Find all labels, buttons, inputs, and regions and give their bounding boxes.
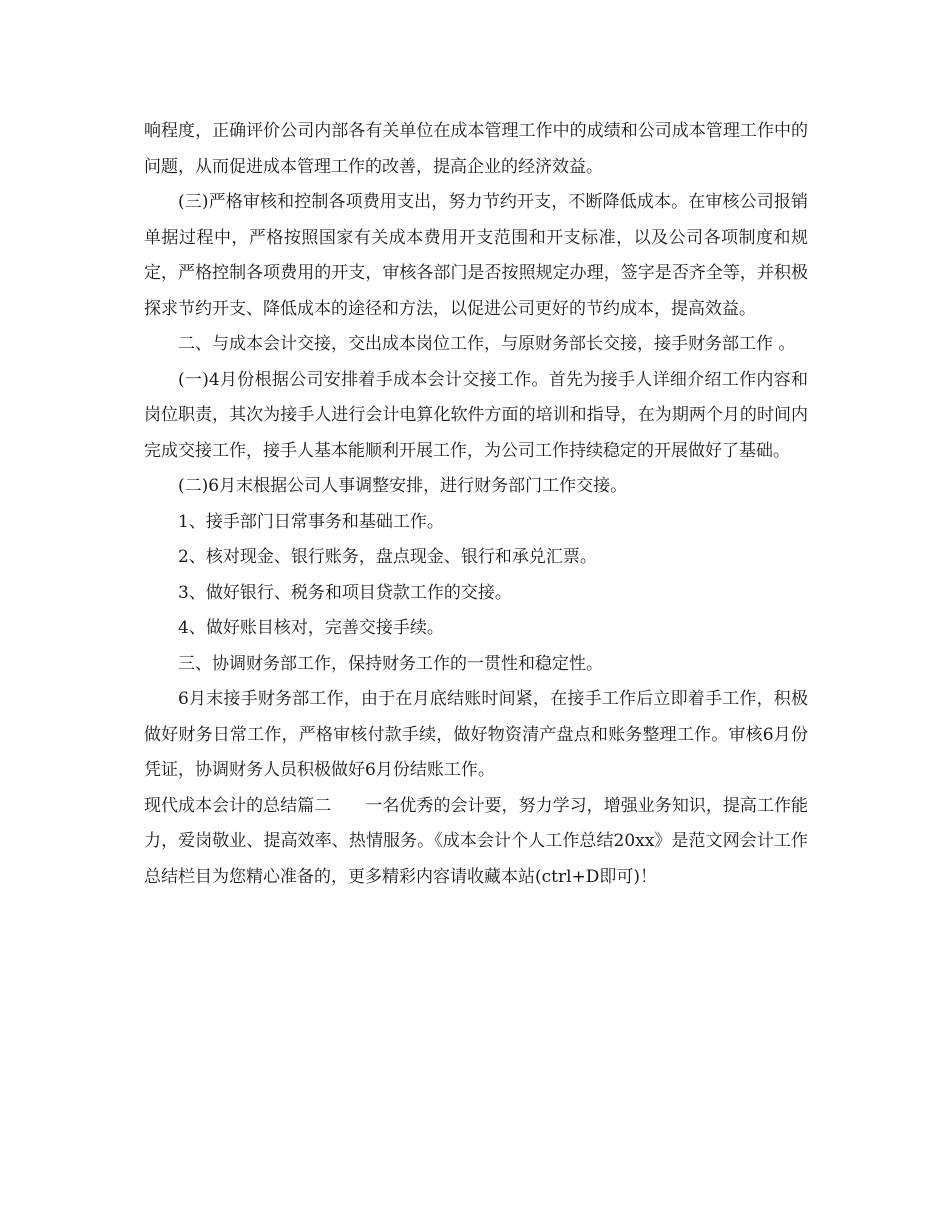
section-heading: 三、协调财务部工作，保持财务工作的一贯性和稳定性。 xyxy=(178,653,603,674)
paragraph: 现代成本会计的总结篇二 一名优秀的会计要，努力学习，增强业务知识，提高工作能力，爱岗敬业、提高效率、热情服务。《成本会计个人工作总结20xx》是范文网会计工作总结栏目为您精心准备的，更多精彩内容请收藏本站(ctrl+D即可)！ xyxy=(144,795,808,887)
paragraph: (一)4月份根据公司安排着手成本会计交接工作。首先为接手人详细介绍工作内容和岗位职责，其次为接手人进行会计电算化软件方面的培训和指导，在为期两个月的时间内完成交接工作，接手人基本能顺利开展工作，为公司工作持续稳定的开展做好了基础。 xyxy=(144,369,808,461)
document-body xyxy=(144,114,808,895)
list-item: 3、做好银行、税务和项目贷款工作的交接。 xyxy=(178,582,512,603)
paragraph: 6月末接手财务部工作，由于在月底结账时间紧，在接手工作后立即着手工作，积极做好财务日常工作，严格审核付款手续，做好物资清产盘点和账务整理工作。审核6月份凭证，协调财务人员积极做好6月份结账工作。 xyxy=(144,689,808,780)
paragraph: (二)6月末根据公司人事调整安排，进行财务部门工作交接。 xyxy=(178,476,628,496)
paragraph: 响程度，正确评价公司内部各有关单位在成本管理工作中的成绩和公司成本管理工作中的问题，从而促进成本管理工作的改善，提高企业的经济效益。 xyxy=(144,121,808,177)
section-heading: 二、与成本会计交接，交出成本岗位工作，与原财务部长交接，接手财务部工作 。 xyxy=(178,334,796,354)
list-item: 2、核对现金、银行账务，盘点现金、银行和承兑汇票。 xyxy=(178,547,597,567)
list-item: 4、做好账目核对，完善交接手续。 xyxy=(178,618,444,638)
paragraph: (三)严格审核和控制各项费用支出，努力节约开支，不断降低成本。在审核公司报销单据过程中，严格按照国家有关成本费用开支范围和开支标准，以及公司各项制度和规定，严格控制各项费用的开支，审核各部门是否按照规定办理，签字是否齐全等，并积极探求节约开支、降低成本的途径和方法，以促进公司更好的节约成本，提高效益。 xyxy=(144,192,808,319)
list-item: 1、接手部门日常事务和基础工作。 xyxy=(178,511,444,532)
